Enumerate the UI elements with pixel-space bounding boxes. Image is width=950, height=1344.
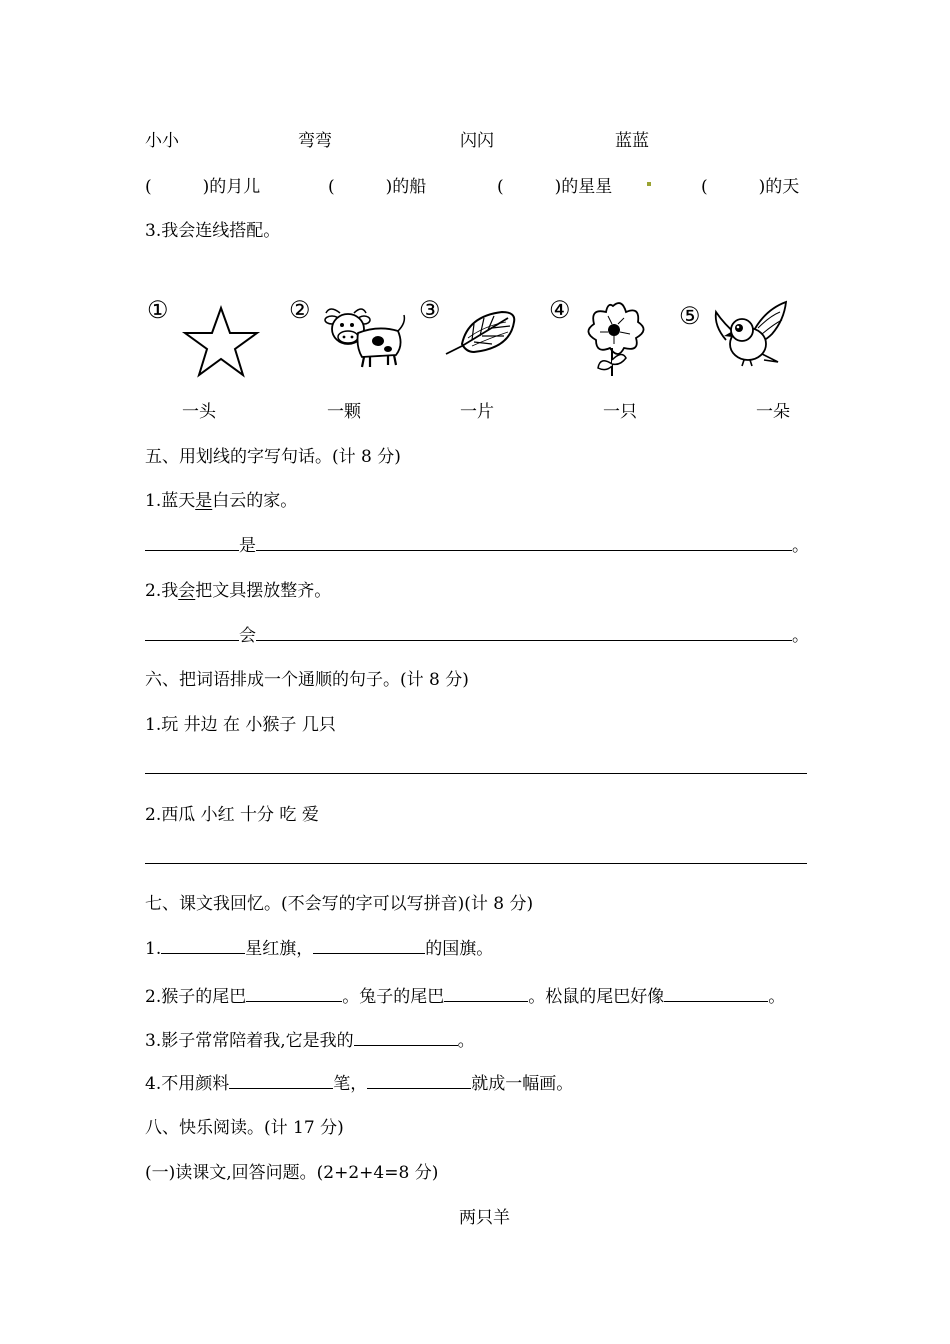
story-title: 两只羊 [459,1208,510,1228]
pic-num-4: ④ [549,296,571,324]
word-xiaoxiao: 小小 [145,131,179,151]
sec5-q1: 1.蓝天是白云的家。 [145,491,298,511]
sec6-title: 六、把词语排成一个通顺的句子。(计 8 分) [145,670,469,690]
sec7-q2[interactable]: 2.猴子的尾巴 。兔子的尾巴 。松鼠的尾巴好像 。 [145,982,785,1007]
flower-icon [578,298,648,378]
sec6-q2: 2.西瓜 小红 十分 吃 爱 [145,805,319,825]
blank-sky[interactable]: ( )的天 [701,177,800,197]
sec8-title: 八、快乐阅读。(计 17 分) [145,1118,344,1138]
sec7-q4[interactable]: 4.不用颜料 笔， 就成一幅画。 [145,1069,573,1094]
sec6-answer-line-2[interactable] [145,863,807,864]
measure-word-5: 一朵 [756,402,790,422]
measure-word-2: 一颗 [327,402,361,422]
pic-num-5: ⑤ [679,302,701,330]
sec6-answer-line-1[interactable] [145,773,807,774]
measure-word-1: 一头 [182,402,216,422]
word-shanshan: 闪闪 [460,131,494,151]
pic-num-1: ① [147,296,169,324]
pic-num-3: ③ [419,296,441,324]
sec7-q1[interactable]: 1. 星红旗， 的国旗。 [145,934,493,959]
sec7-title: 七、课文我回忆。(不会写的字可以写拼音)(计 8 分) [145,894,534,914]
q3-title: 3.我会连线搭配。 [145,221,281,241]
sec5-q2: 2.我会把文具摆放整齐。 [145,581,332,601]
word-wanwan: 弯弯 [298,131,332,151]
pic-num-2: ② [289,296,311,324]
sec6-q1: 1.玩 井边 在 小猴子 几只 [145,715,336,735]
sec5-answer-1[interactable]: 是 。 [145,531,809,556]
sec5-title: 五、用划线的字写句话。(计 8 分) [145,447,401,467]
blank-stars[interactable]: ( )的星星 [497,177,613,197]
measure-word-3: 一片 [460,402,494,422]
cow-icon [318,303,408,369]
sec7-q3[interactable]: 3.影子常常陪着我,它是我的 。 [145,1026,475,1051]
blank-moon[interactable]: ( )的月儿 [145,177,261,197]
word-lanlan: 蓝蓝 [615,131,649,151]
blank-boat[interactable]: ( )的船 [328,177,427,197]
star-icon [183,305,259,377]
stray-mark [647,182,651,186]
bird-icon [712,300,794,370]
sec5-answer-2[interactable]: 会 。 [145,621,809,646]
measure-word-4: 一只 [603,402,637,422]
leaf-icon [444,308,518,358]
sec8-sub: (一)读课文,回答问题。(2+2+4=8 分) [145,1163,439,1183]
